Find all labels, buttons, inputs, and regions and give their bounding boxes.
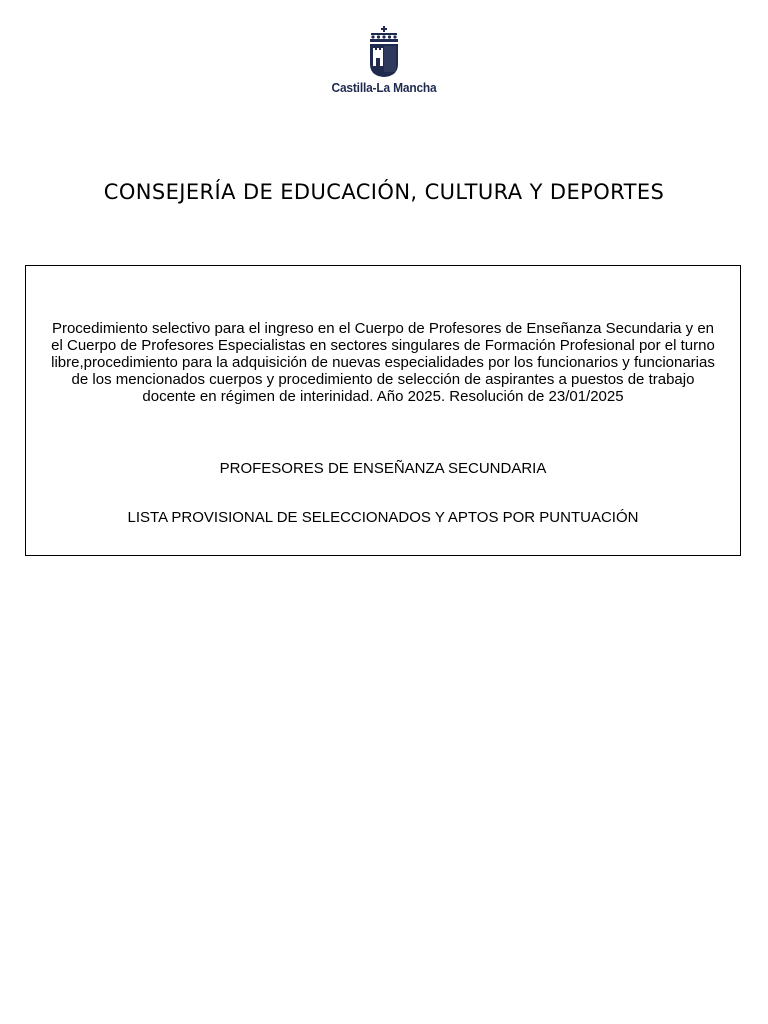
cover-panel <box>25 265 741 556</box>
list-title: LISTA PROVISIONAL DE SELECCIONADOS Y APTOS POR PUNTUACIÓN <box>127 509 639 526</box>
crest-icon <box>367 26 401 78</box>
procedure-description: Procedimiento selectivo para el ingreso en el Cuerpo de Profesores de Enseñanza Secundaria y en el Cuerpo de Profesores Especialistas en sectores singulares de Formación Profesional por el turno libre,procedimiento para la adquisición de nuevas especialidades por los funcionarios y funcionarias de los mencionados cuerpos y procedimiento de selección de aspirantes a puestos de trabajo docente en régimen de interinidad. Año 2025. Resolución de 23/01/2025 <box>51 320 715 405</box>
page-heading: CONSEJERÍA DE EDUCACIÓN, CULTURA Y DEPORTES <box>103 180 665 204</box>
logo-wordmark: Castilla-La Mancha <box>331 80 437 95</box>
body-title: PROFESORES DE ENSEÑANZA SECUNDARIA <box>219 460 547 477</box>
castilla-la-mancha-logo <box>324 26 444 100</box>
